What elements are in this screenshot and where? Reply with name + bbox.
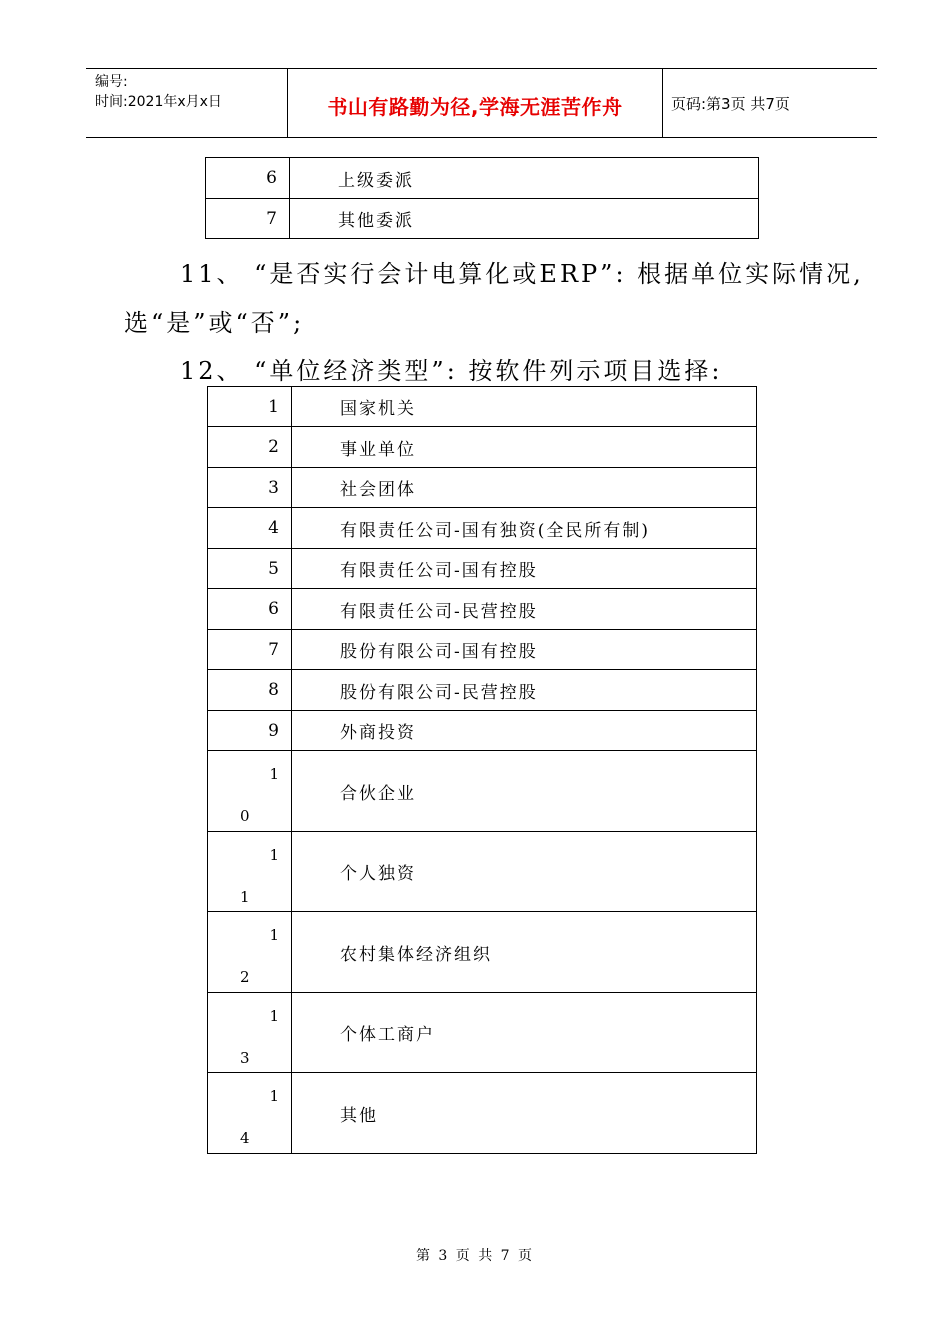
page-footer: 第 3 页 共 7 页: [415, 1248, 535, 1264]
appointment-table: [205, 157, 759, 239]
row-number: 4: [208, 508, 292, 549]
table-row: [208, 468, 757, 508]
row-number-digit: 3: [240, 1049, 250, 1067]
row-number-digit: 1: [269, 1087, 279, 1105]
row-number: 7: [208, 630, 292, 670]
row-number-digit: 1: [269, 926, 279, 944]
row-number: 8: [208, 670, 292, 711]
header-page-cell: [662, 69, 877, 137]
table-row: [208, 832, 757, 912]
table-row: [208, 387, 757, 427]
row-number-digit: 0: [240, 807, 250, 825]
row-number: 3: [208, 468, 292, 508]
row-number: [208, 832, 292, 912]
page-header: [86, 68, 877, 138]
row-number-digit: 2: [240, 968, 250, 986]
header-motto: 书山有路勤为径,学海无涯苦作舟: [327, 95, 623, 119]
row-number: 9: [208, 711, 292, 751]
row-label: 事业单位: [292, 427, 757, 468]
row-number: [208, 1073, 292, 1154]
row-label: 有限责任公司-民营控股: [292, 589, 757, 630]
table-row: [208, 589, 757, 630]
table-row: [208, 912, 757, 993]
table-row: [208, 711, 757, 751]
row-label: 合伙企业: [292, 751, 757, 832]
table-row: [208, 993, 757, 1073]
row-number: [208, 751, 292, 832]
table-row: [208, 630, 757, 670]
row-number-digit: 1: [269, 765, 279, 783]
row-label: 个体工商户: [292, 993, 757, 1073]
row-number-digit: 1: [269, 1007, 279, 1025]
row-label: 社会团体: [292, 468, 757, 508]
table-row: [206, 199, 759, 239]
paragraph-11-line-1: 11、 “是否实行会计电算化或ERP”: 根据单位实际情况,: [180, 260, 864, 288]
row-number: 6: [206, 158, 290, 199]
row-number: 7: [206, 199, 290, 239]
row-label: 国家机关: [292, 387, 757, 427]
header-info-cell: [86, 69, 287, 137]
header-page-number: 页码:第3页 共7页: [671, 95, 790, 113]
row-number: [208, 993, 292, 1073]
table-row: [208, 670, 757, 711]
row-number: 2: [208, 427, 292, 468]
row-number-digit: 1: [240, 888, 250, 906]
row-label: 股份有限公司-国有控股: [292, 630, 757, 670]
table-row: [208, 508, 757, 549]
row-label: 上级委派: [290, 158, 759, 199]
row-label: 其他委派: [290, 199, 759, 239]
row-number: [208, 912, 292, 993]
row-number-digit: 4: [240, 1129, 250, 1147]
row-number: 5: [208, 549, 292, 589]
document-code-label: 编号:: [95, 74, 128, 90]
paragraph-12: 12、 “单位经济类型”: 按软件列示项目选择:: [180, 357, 723, 385]
table-row: [208, 549, 757, 589]
row-label: 个人独资: [292, 832, 757, 912]
table-row: [206, 158, 759, 199]
row-number-digit: 1: [269, 846, 279, 864]
table-row: [208, 1073, 757, 1154]
unit-economic-type-table: [207, 386, 757, 1154]
row-label: 其他: [292, 1073, 757, 1154]
row-number: 1: [208, 387, 292, 427]
row-label: 有限责任公司-国有独资(全民所有制): [292, 508, 757, 549]
row-label: 农村集体经济组织: [292, 912, 757, 993]
document-time-label: 时间:2021年x月x日: [95, 94, 222, 110]
row-label: 有限责任公司-国有控股: [292, 549, 757, 589]
row-label: 股份有限公司-民营控股: [292, 670, 757, 711]
row-label: 外商投资: [292, 711, 757, 751]
table-row: [208, 427, 757, 468]
row-number: 6: [208, 589, 292, 630]
header-motto-cell: [287, 69, 663, 137]
table-row: [208, 751, 757, 832]
paragraph-11-line-2: 选“是”或“否”;: [124, 309, 305, 337]
